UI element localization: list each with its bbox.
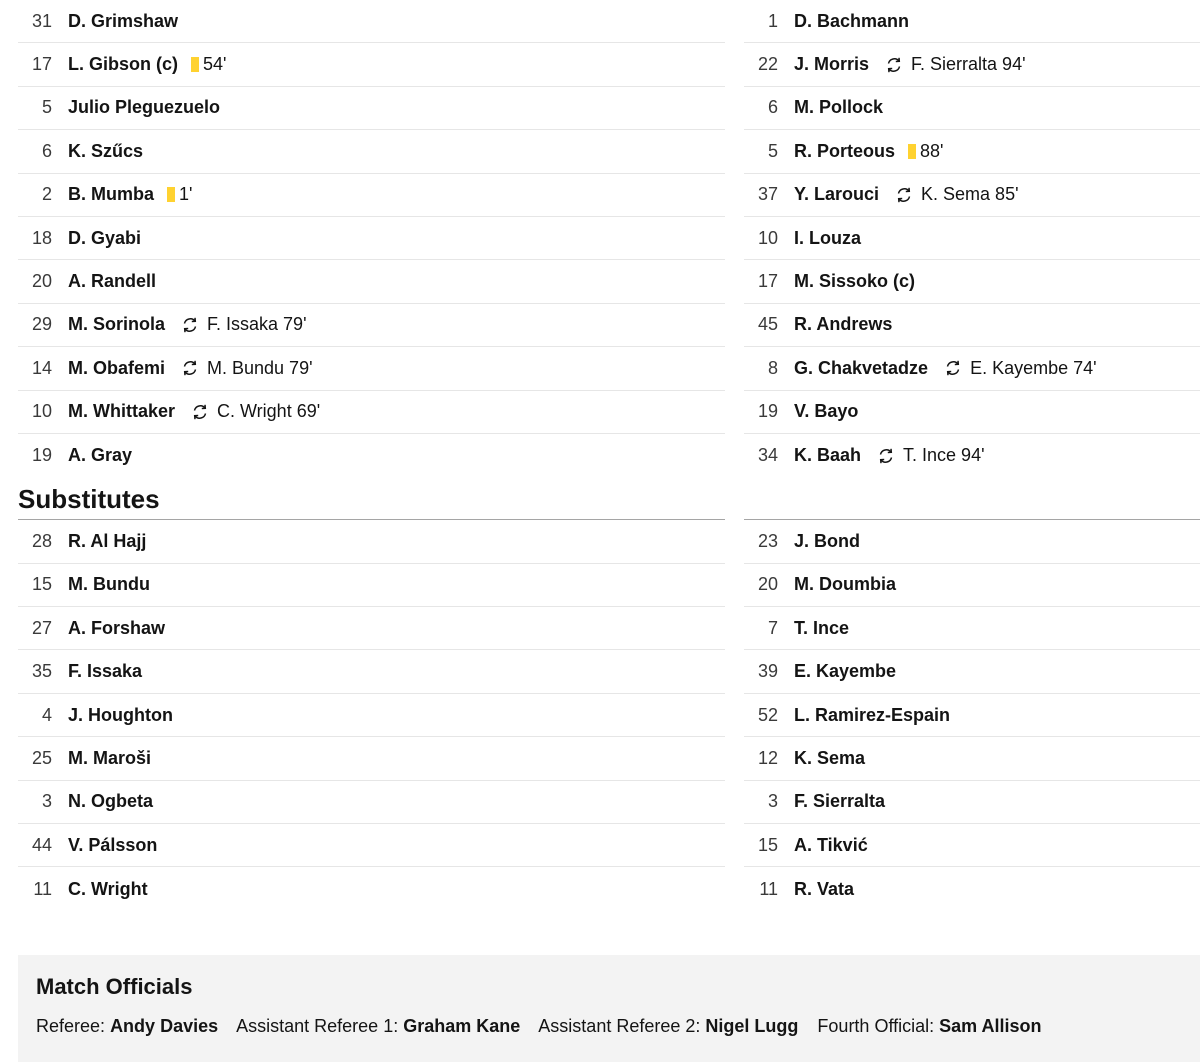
shirt-number: 27 [31,617,52,638]
player-name: V. Bayo [794,401,859,422]
player-name: L. Ramirez-Espain [794,704,951,725]
player-name: B. Mumba [68,184,155,205]
player-name: M. Whittaker [68,401,176,422]
player-row [18,217,725,260]
player-row [744,867,1200,910]
substitution-icon [885,56,903,74]
substitution [877,445,984,466]
player-row [744,434,1200,477]
card-minute: 1' [179,184,193,205]
player-row [744,304,1200,347]
player-row [18,304,725,347]
substitute-name-minute: F. Sierralta 94' [911,54,1026,75]
player-row [744,650,1200,693]
fourth-official-label: Fourth Official: [817,1016,935,1036]
player-row [744,694,1200,737]
shirt-number: 31 [31,10,52,31]
player-name: R. Vata [794,878,855,899]
player-row [18,434,725,477]
shirt-number: 4 [41,704,52,725]
player-name: E. Kayembe [794,661,897,682]
player-name: M. Doumbia [794,574,896,595]
player-name: A. Randell [68,271,157,292]
shirt-number: 15 [31,574,52,595]
player-name: D. Gyabi [68,227,142,248]
home-starters-list [18,0,725,477]
shirt-number: 22 [757,54,778,75]
substitute-name-minute: T. Ince 94' [903,445,985,466]
shirt-number: 12 [757,747,778,768]
player-name: J. Morris [794,54,870,75]
player-row [744,174,1200,217]
player-name: M. Sissoko (c) [794,271,916,292]
shirt-number: 19 [757,401,778,422]
shirt-number: 3 [767,791,778,812]
player-name: A. Tikvić [794,834,868,855]
player-name: Y. Larouci [794,184,880,205]
substitutes-title: Substitutes [18,484,160,515]
substitutes-header [18,477,725,520]
player-row [744,391,1200,434]
substitution-icon [181,359,199,377]
player-row [18,607,725,650]
player-name: J. Bond [794,530,860,551]
referee-label: Referee: [36,1016,106,1036]
player-name: D. Grimshaw [68,10,179,31]
player-name: K. Baah [794,445,862,466]
yellow-card-icon [908,144,916,159]
home-team-column [18,0,725,911]
shirt-number: 44 [31,834,52,855]
shirt-number: 20 [31,271,52,292]
player-name: F. Sierralta [794,791,886,812]
substitution [885,54,1026,75]
player-name: D. Bachmann [794,10,910,31]
substitute-name-minute: E. Kayembe 74' [970,357,1097,378]
player-row [18,781,725,824]
player-name: K. Sema [794,747,866,768]
player-row [744,781,1200,824]
ar2-label: Assistant Referee 2: [538,1016,701,1036]
referee-name: Andy Davies [110,1016,219,1036]
ar1-name: Graham Kane [403,1016,521,1036]
player-row [744,564,1200,607]
player-name: J. Houghton [68,704,173,725]
yellow-card-icon [167,187,175,202]
player-name: K. Szűcs [68,140,144,161]
officials-line [36,1016,1056,1037]
player-name: M. Bundu [68,574,150,595]
shirt-number: 25 [31,747,52,768]
shirt-number: 6 [41,140,52,161]
player-row [18,694,725,737]
player-row [18,87,725,130]
shirt-number: 23 [757,530,778,551]
player-name: G. Chakvetadze [794,357,929,378]
shirt-number: 15 [757,834,778,855]
shirt-number: 20 [757,574,778,595]
ar1-label: Assistant Referee 1: [236,1016,399,1036]
player-name: R. Al Hajj [68,530,147,551]
player-row [18,347,725,390]
substitution [944,358,1097,379]
shirt-number: 17 [757,271,778,292]
player-row [744,130,1200,173]
shirt-number: 8 [767,357,778,378]
player-name: R. Porteous [794,140,896,161]
away-starters-list [744,0,1200,477]
player-row [744,87,1200,130]
shirt-number: 14 [31,357,52,378]
fourth-official-name: Sam Allison [939,1016,1042,1036]
shirt-number: 5 [767,140,778,161]
player-name: M. Sorinola [68,314,166,335]
substitution-icon [191,403,209,421]
player-row [744,260,1200,303]
shirt-number: 10 [31,401,52,422]
shirt-number: 39 [757,661,778,682]
player-name: M. Obafemi [68,357,166,378]
home-subs-list [18,520,725,911]
shirt-number: 52 [757,704,778,725]
player-name: I. Louza [794,227,861,248]
player-name: T. Ince [794,617,850,638]
substitute-name-minute: C. Wright 69' [217,401,321,422]
player-name: A. Forshaw [68,617,166,638]
shirt-number: 7 [767,617,778,638]
substitute-name-minute: F. Issaka 79' [207,314,307,335]
player-row [18,0,725,43]
shirt-number: 29 [31,314,52,335]
substitution-icon [181,316,199,334]
substitution [181,314,306,335]
yellow-card-icon [191,57,199,72]
card-minute: 88' [920,140,944,161]
away-team-column [744,0,1200,911]
player-row [18,564,725,607]
substitution-icon [895,186,913,204]
shirt-number: 34 [757,445,778,466]
player-row [744,824,1200,867]
player-name: A. Gray [68,445,133,466]
player-row [18,391,725,434]
player-row [18,867,725,910]
shirt-number: 2 [41,184,52,205]
player-row [744,520,1200,563]
shirt-number: 17 [31,54,52,75]
player-name: F. Issaka [68,661,143,682]
substitute-name-minute: K. Sema 85' [921,184,1019,205]
player-row [744,347,1200,390]
substitution-icon [944,359,962,377]
substitute-name-minute: M. Bundu 79' [207,357,313,378]
substitution [191,401,320,422]
substitution [895,184,1019,205]
player-row [744,737,1200,780]
substitution-icon [877,447,895,465]
match-officials-title: Match Officials [36,974,193,999]
player-name: Julio Pleguezuelo [68,97,221,118]
player-row [744,43,1200,86]
player-row [744,217,1200,260]
shirt-number: 3 [41,791,52,812]
player-name: C. Wright [68,878,148,899]
card-minute: 54' [203,54,227,75]
player-row [18,43,725,86]
shirt-number: 5 [41,97,52,118]
player-row [18,174,725,217]
shirt-number: 18 [31,227,52,248]
player-row [18,260,725,303]
match-officials-panel [18,955,1200,1062]
player-name: L. Gibson (c) [68,54,178,75]
shirt-number: 11 [759,878,778,899]
shirt-number: 10 [757,227,778,248]
player-name: M. Maroši [68,747,152,768]
substitution [181,358,313,379]
player-row [18,737,725,780]
player-row [744,0,1200,43]
away-subs-list [744,520,1200,911]
shirt-number: 37 [757,184,778,205]
player-name: M. Pollock [794,97,884,118]
ar2-name: Nigel Lugg [705,1016,799,1036]
player-row [744,607,1200,650]
shirt-number: 19 [31,445,52,466]
shirt-number: 1 [767,10,778,31]
shirt-number: 11 [33,878,52,899]
player-name: V. Pálsson [68,834,158,855]
player-row [18,650,725,693]
player-row [18,130,725,173]
shirt-number: 28 [31,530,52,551]
shirt-number: 6 [767,97,778,118]
player-row [18,824,725,867]
player-name: N. Ogbeta [68,791,154,812]
player-name: R. Andrews [794,314,893,335]
shirt-number: 35 [31,661,52,682]
substitutes-header-away [744,477,1200,520]
shirt-number: 45 [757,314,778,335]
player-row [18,520,725,563]
